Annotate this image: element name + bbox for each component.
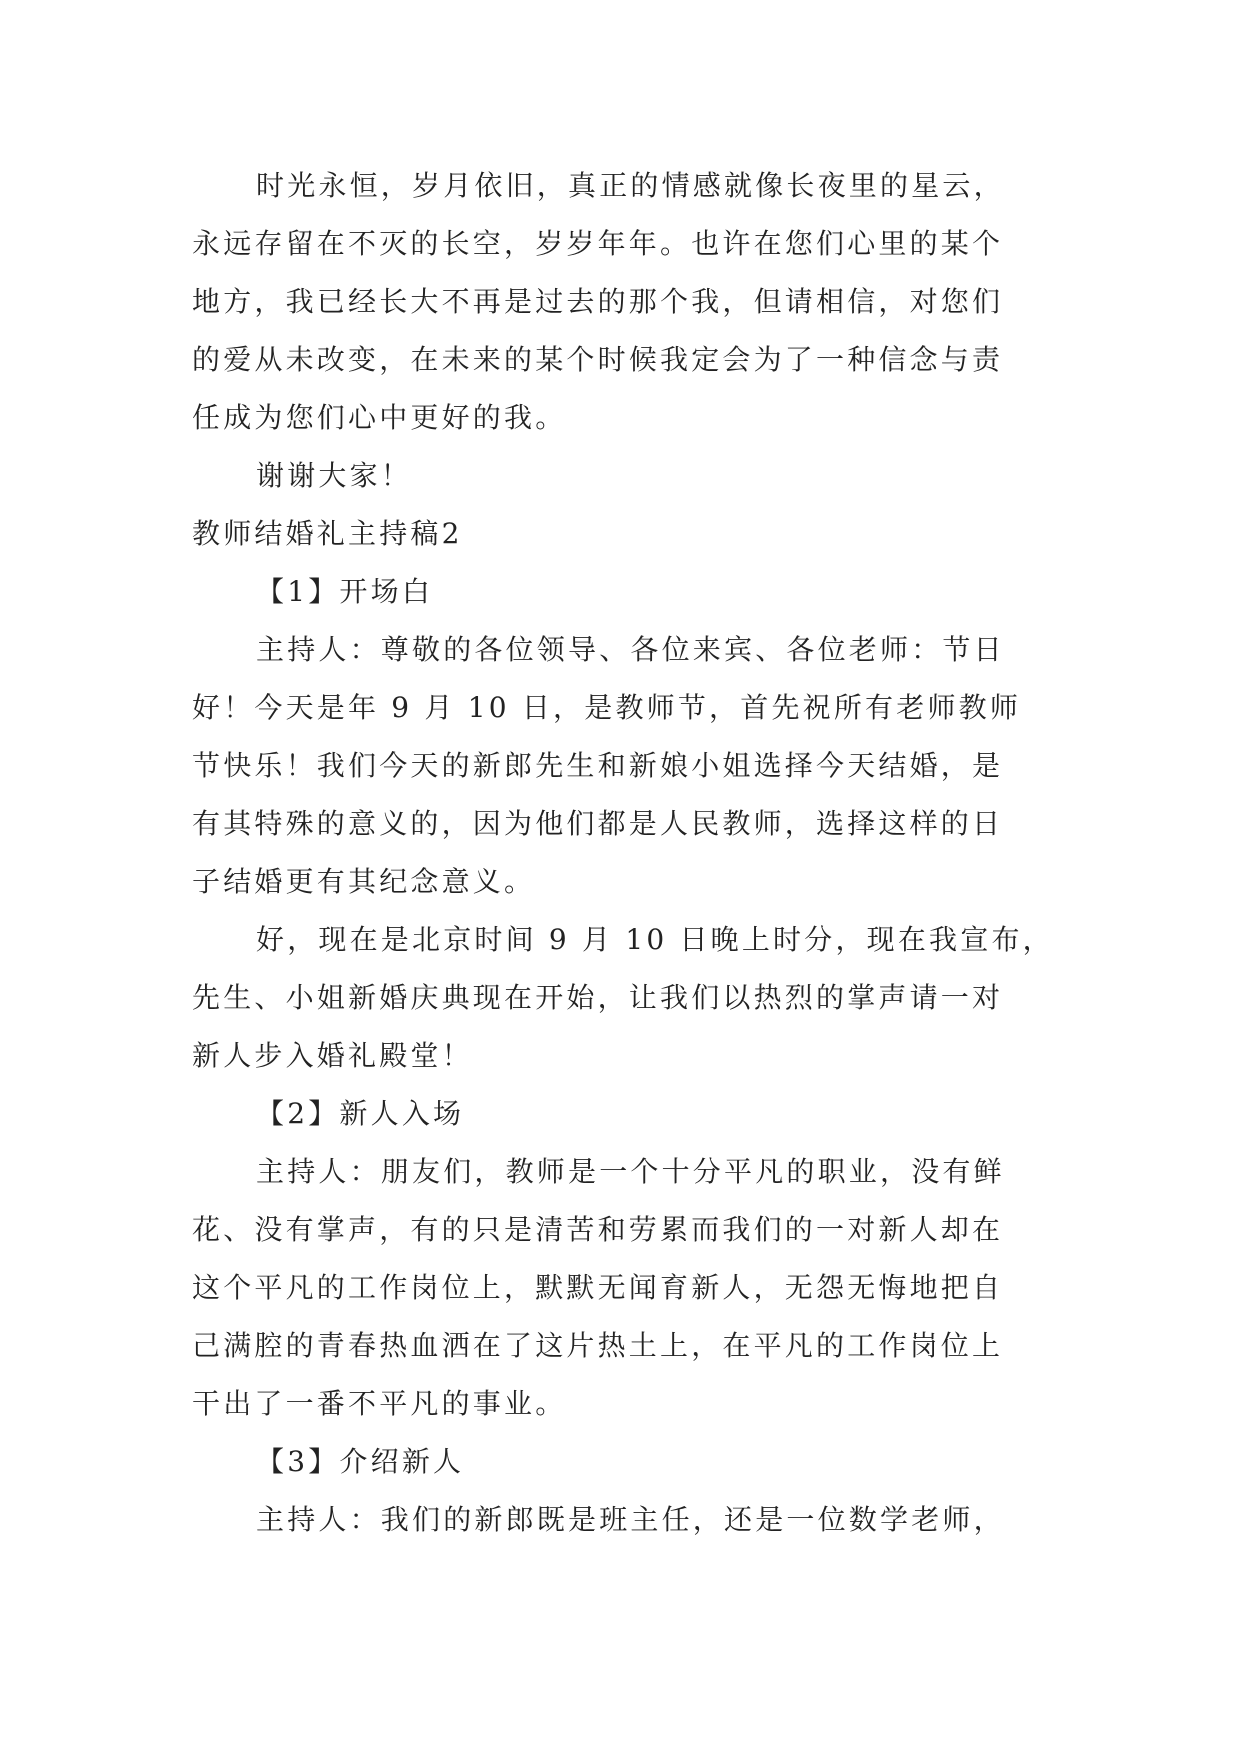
paragraph-line: 主持人：朋友们，教师是一个十分平凡的职业，没有鲜: [256, 1155, 1005, 1188]
paragraph-line: 有其特殊的意义的，因为他们都是人民教师，选择这样的日: [192, 807, 1004, 840]
section-heading: 【3】介绍新人: [256, 1445, 465, 1478]
paragraph-line: 地方，我已经长大不再是过去的那个我，但请相信，对您们: [192, 285, 1004, 318]
paragraph-line: 任成为您们心中更好的我。: [192, 401, 567, 434]
paragraph-line: 好！今天是年 9 月 10 日，是教师节，首先祝所有老师教师: [192, 691, 1022, 724]
paragraph: [192, 911, 1072, 1085]
paragraph-line: 的爱从未改变，在未来的某个时候我定会为了一种信念与责: [192, 343, 1004, 376]
paragraph-line: 永远存留在不灭的长空，岁岁年年。也许在您们心里的某个: [192, 227, 1004, 260]
paragraph-line: 主持人：我们的新郎既是班主任，还是一位数学老师，: [256, 1503, 1005, 1536]
paragraph-line: 子结婚更有其纪念意义。: [192, 865, 536, 898]
paragraph: [192, 621, 1072, 911]
paragraph: [192, 157, 1072, 447]
paragraph-line: 花、没有掌声，有的只是清苦和劳累而我们的一对新人却在: [192, 1213, 1004, 1246]
paragraph-line: 这个平凡的工作岗位上，默默无闻育新人，无怨无悔地把自: [192, 1271, 1004, 1304]
paragraph-line: 先生、小姐新婚庆典现在开始，让我们以热烈的掌声请一对: [192, 981, 1004, 1014]
paragraph-line: 节快乐！我们今天的新郎先生和新娘小姐选择今天结婚，是: [192, 749, 1004, 782]
paragraph-line: 主持人：尊敬的各位领导、各位来宾、各位老师：节日: [256, 633, 1005, 666]
document-title: 教师结婚礼主持稿2: [192, 517, 463, 550]
paragraph: [192, 1491, 1072, 1549]
paragraph-line: 新人步入婚礼殿堂！: [192, 1039, 473, 1072]
document-body: [192, 157, 1072, 1549]
paragraph-line: 干出了一番不平凡的事业。: [192, 1387, 567, 1420]
paragraph-line: 己满腔的青春热血洒在了这片热土上，在平凡的工作岗位上: [192, 1329, 1004, 1362]
section-heading: 【1】开场白: [256, 575, 434, 608]
thanks-line: 谢谢大家！: [256, 459, 413, 492]
paragraph: [192, 1143, 1072, 1433]
section-heading: 【2】新人入场: [256, 1097, 465, 1130]
paragraph-line: 好，现在是北京时间 9 月 10 日晚上时分，现在我宣布，: [256, 923, 1054, 956]
paragraph-line: 时光永恒，岁月依旧，真正的情感就像长夜里的星云，: [256, 169, 1005, 202]
